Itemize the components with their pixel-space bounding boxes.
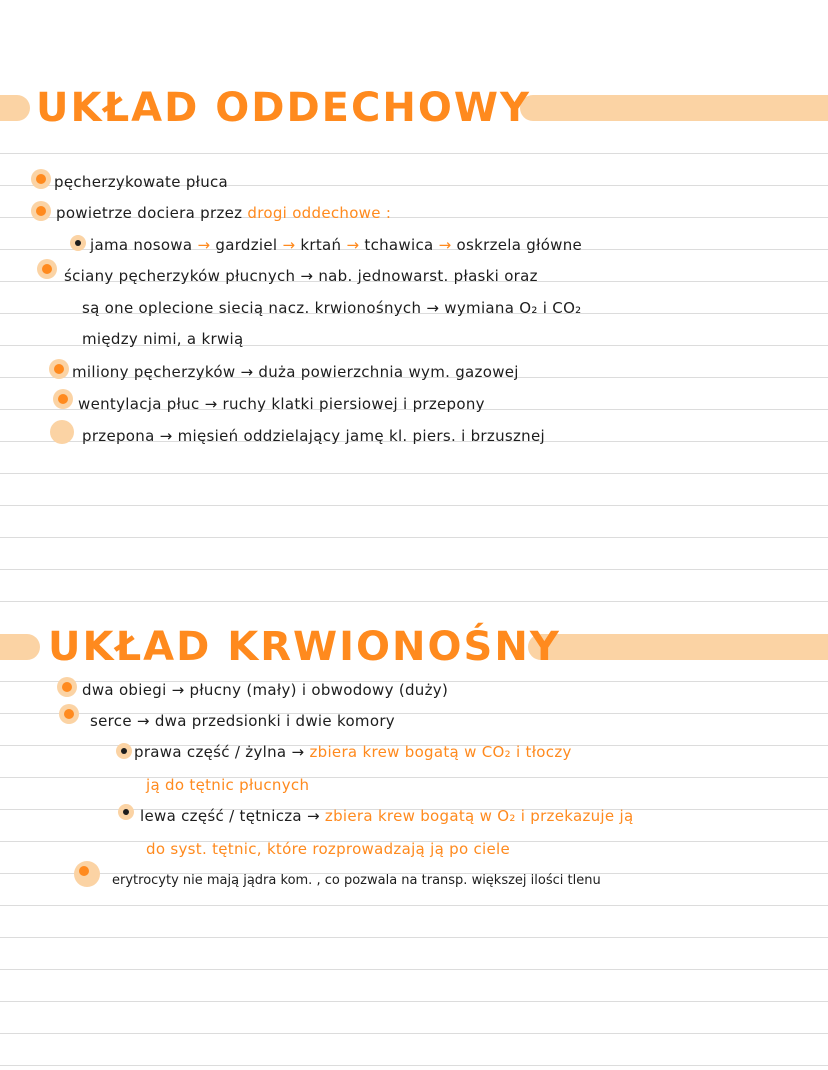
note-text: lewa część / tętnicza → — [140, 807, 320, 825]
rule-line — [0, 537, 828, 538]
sub-bullet-icon — [70, 235, 86, 251]
rule-line — [0, 937, 828, 938]
note-text: krtań — [300, 236, 342, 254]
bullet-icon — [37, 259, 57, 279]
highlight-line: do syst. tętnic, które rozprowadzają ją po ciele — [146, 840, 511, 858]
note-line — [140, 806, 633, 826]
note-text: jama nosowa — [90, 236, 193, 254]
bullet-icon — [57, 677, 77, 697]
note-text: tchawica — [364, 236, 434, 254]
rule-line — [0, 1065, 828, 1066]
note-line: serce → dwa przedsionki i dwie komory — [90, 712, 395, 730]
bullet-icon — [53, 389, 73, 409]
arrow-icon: → — [438, 236, 452, 254]
heading-highlight-right — [520, 95, 828, 121]
note-line: przepona → mięsień oddzielający jamę kl. piers. i brzusznej — [82, 427, 545, 445]
bullet-icon — [74, 861, 100, 887]
highlight-text: zbiera krew bogatą w CO₂ i tłoczy — [309, 743, 572, 761]
rule-line — [0, 505, 828, 506]
note-line: wentylacja płuc → ruchy klatki piersiowej i przepony — [78, 395, 485, 413]
highlight-text: drogi oddechowe : — [247, 204, 392, 222]
heading-highlight-left — [0, 634, 40, 660]
arrow-icon: → — [346, 236, 360, 254]
highlight-text: zbiera krew bogatą w O₂ i przekazuje ją — [324, 807, 634, 825]
rule-line — [0, 1033, 828, 1034]
heading-highlight-left — [0, 95, 30, 121]
rule-line — [0, 905, 828, 906]
rule-line — [0, 153, 828, 154]
rule-line — [0, 1001, 828, 1002]
note-text: gardziel — [215, 236, 278, 254]
bullet-icon — [59, 704, 79, 724]
rule-line — [0, 969, 828, 970]
note-line — [134, 742, 572, 762]
heading-highlight-right — [528, 634, 828, 660]
note-line: ściany pęcherzyków płucnych → nab. jednowarst. płaski oraz — [64, 267, 538, 285]
note-line — [56, 203, 391, 223]
note-line: miliony pęcherzyków → duża powierzchnia wym. gazowej — [72, 363, 519, 381]
note-line: są one oplecione siecią nacz. krwionośnych → wymiana O₂ i CO₂ — [82, 299, 582, 317]
bullet-icon — [31, 201, 51, 221]
arrow-icon: → — [197, 236, 211, 254]
rule-line — [0, 569, 828, 570]
note-line: między nimi, a krwią — [82, 330, 244, 348]
note-line — [90, 235, 582, 255]
section-title: UKŁAD ODDECHOWY — [36, 85, 531, 131]
note-line: pęcherzykowate płuca — [54, 173, 229, 191]
bullet-icon — [31, 169, 51, 189]
note-line: erytrocyty nie mają jądra kom. , co pozwala na transp. większej ilości tlenu — [112, 873, 601, 888]
bullet-icon — [50, 420, 74, 444]
sub-bullet-icon — [116, 743, 132, 759]
section-title: UKŁAD KRWIONOŚNY — [48, 624, 561, 670]
note-text: prawa część / żylna → — [134, 743, 305, 761]
note-line: dwa obiegi → płucny (mały) i obwodowy (duży) — [82, 681, 449, 699]
highlight-line: ją do tętnic płucnych — [146, 776, 310, 794]
rule-line — [0, 777, 828, 778]
note-text: oskrzela główne — [456, 236, 583, 254]
note-text: powietrze dociera przez — [56, 204, 243, 222]
rule-line — [0, 473, 828, 474]
bullet-icon — [49, 359, 69, 379]
rule-line — [0, 601, 828, 602]
arrow-icon: → — [282, 236, 296, 254]
sub-bullet-icon — [118, 804, 134, 820]
